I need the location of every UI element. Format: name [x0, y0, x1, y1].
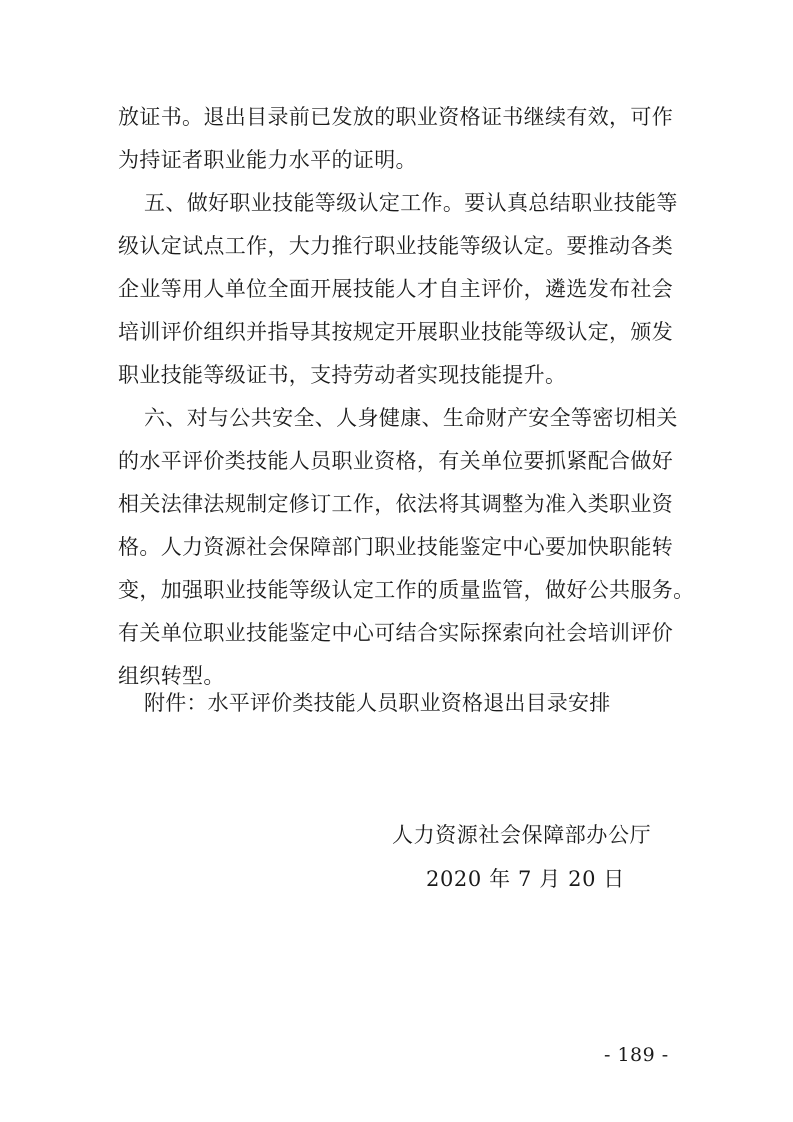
body-line: 培训评价组织并指导其按规定开展职业技能等级认定，颁发 — [118, 320, 674, 344]
body-line: 级认定试点工作，大力推行职业技能等级认定。要推动各类 — [118, 234, 674, 258]
signature-organization: 人力资源社会保障部办公厅 — [392, 823, 652, 847]
body-line: 变，加强职业技能等级认定工作的质量监管，做好公共服务。 — [118, 578, 695, 602]
body-line: 相关法律法规制定修订工作，依法将其调整为准入类职业资 — [118, 492, 674, 516]
signature-date: 2020 年 7 月 20 日 — [426, 867, 625, 891]
body-line: 的水平评价类技能人员职业资格，有关单位要抓紧配合做好 — [118, 449, 674, 473]
body-line: 格。人力资源社会保障部门职业技能鉴定中心要加快职能转 — [118, 535, 674, 559]
body-line: 为持证者职业能力水平的证明。 — [118, 148, 417, 172]
body-line: 有关单位职业技能鉴定中心可结合实际探索向社会培训评价 — [118, 621, 674, 645]
body-line: 企业等用人单位全面开展技能人才自主评价，遴选发布社会 — [118, 277, 674, 301]
body-line: 职业技能等级证书，支持劳动者实现技能提升。 — [118, 363, 567, 387]
body-line: 组织转型。 — [118, 664, 225, 688]
attachment-note: 附件：水平评价类技能人员职业资格退出目录安排 — [144, 691, 611, 715]
section-six-heading-line: 六、对与公共安全、人身健康、生命财产安全等密切相关 — [144, 406, 678, 430]
page-number: - 189 - — [604, 1044, 669, 1066]
body-line: 放证书。退出目录前已发放的职业资格证书继续有效，可作 — [118, 105, 674, 129]
section-five-heading-line: 五、做好职业技能等级认定工作。要认真总结职业技能等 — [144, 191, 678, 215]
